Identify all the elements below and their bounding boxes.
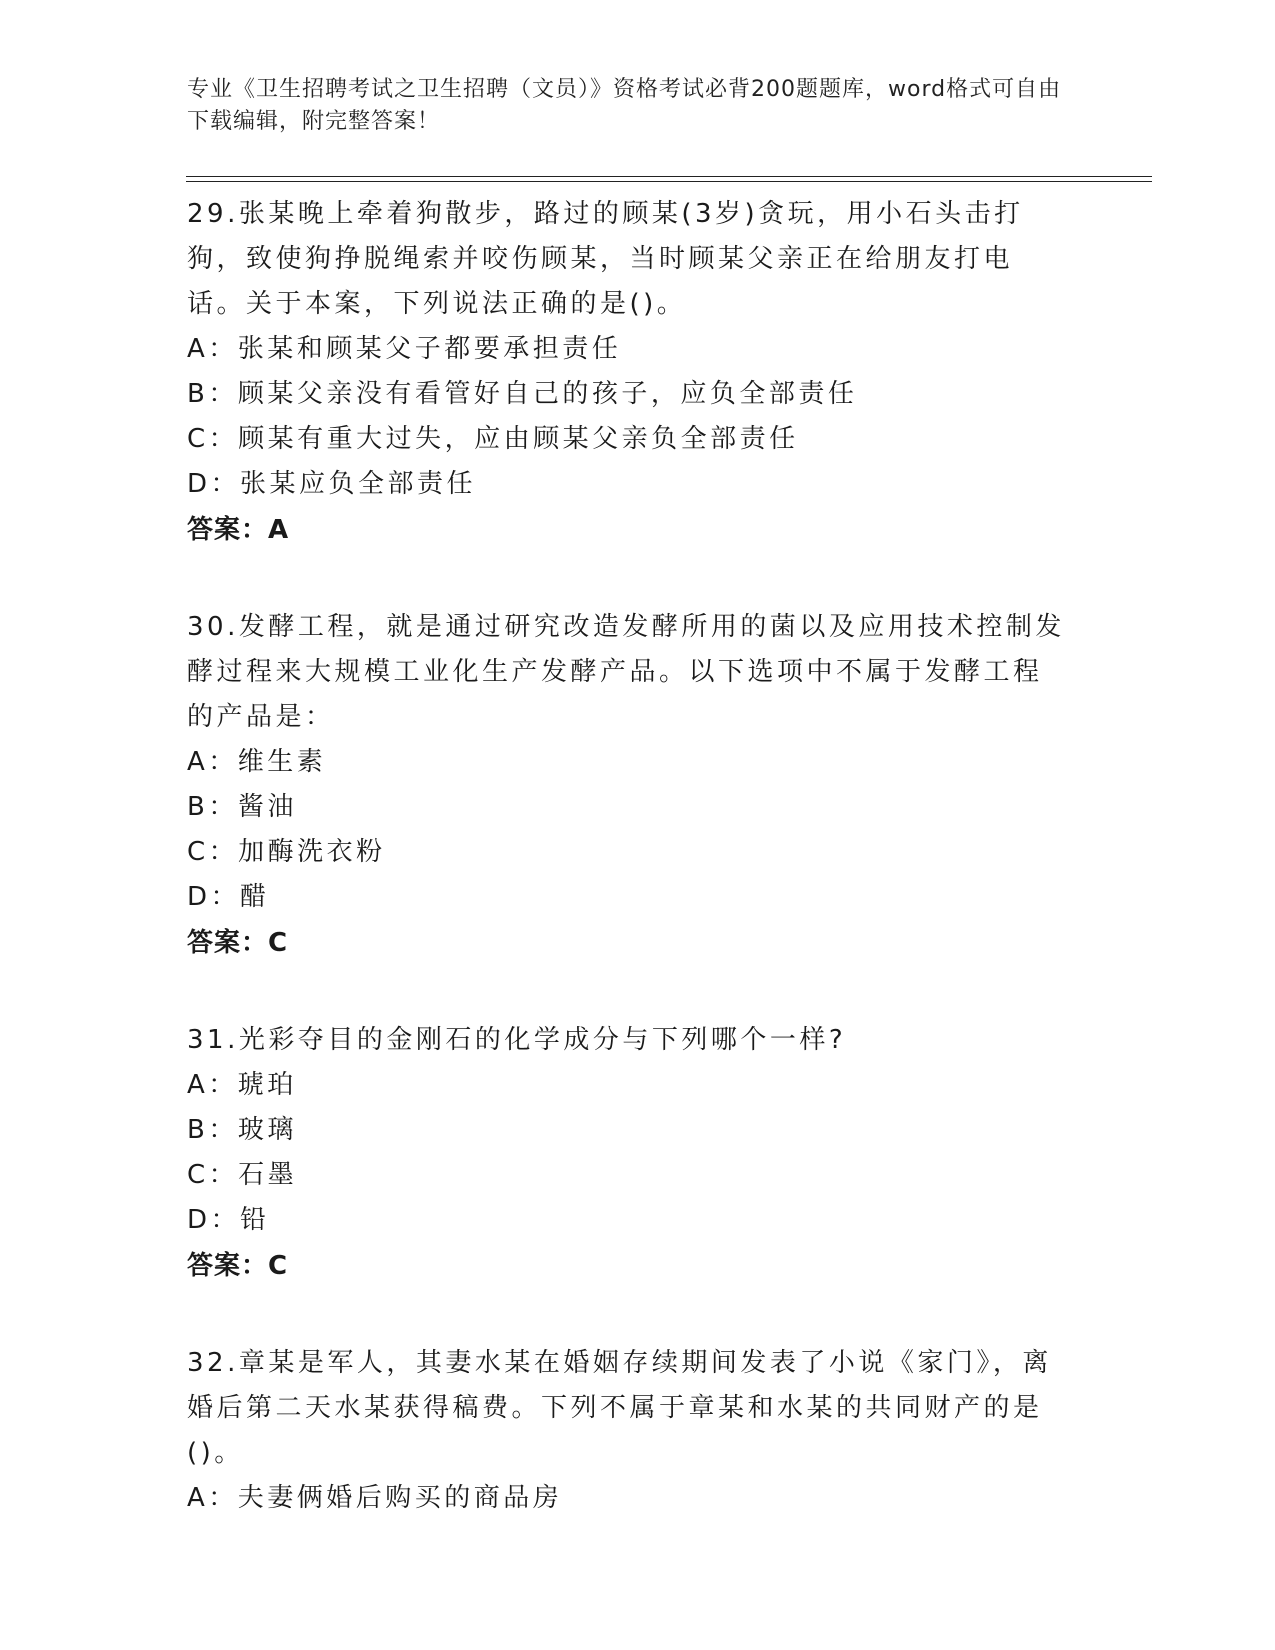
option-a: A：维生素: [187, 747, 327, 777]
option-a: A：夫妻俩婚后购买的商品房: [187, 1483, 563, 1513]
option-c: C：顾某有重大过失，应由顾某父亲负全部责任: [187, 424, 799, 454]
answer: 答案：C: [187, 1251, 289, 1281]
question-32: [187, 1341, 1067, 1521]
option-b: B：玻璃: [187, 1115, 297, 1145]
question-30: [187, 605, 1067, 966]
option-a: A：张某和顾某父子都要承担责任: [187, 334, 622, 364]
question-29: [187, 192, 1067, 553]
option-d: D：铅: [187, 1205, 270, 1235]
question-stem: 31.光彩夺目的金刚石的化学成分与下列哪个一样?: [187, 1025, 847, 1055]
option-a: A：琥珀: [187, 1070, 297, 1100]
question-31: [187, 1018, 1067, 1289]
option-d: D：张某应负全部责任: [187, 469, 477, 499]
option-b: B：酱油: [187, 792, 297, 822]
option-d: D：醋: [187, 882, 270, 912]
option-b: B：顾某父亲没有看管好自己的孩子，应负全部责任: [187, 379, 858, 409]
question-stem: 32.章某是军人，其妻水某在婚姻存续期间发表了小说《家门》，离婚后第二天水某获得稿费。下列不属于章某和水某的共同财产的是()。: [187, 1348, 1052, 1468]
header-divider-bottom: [186, 181, 1152, 182]
answer: 答案：C: [187, 928, 289, 958]
answer: 答案：A: [187, 515, 290, 545]
option-c: C：石墨: [187, 1160, 298, 1190]
question-stem: 30.发酵工程，就是通过研究改造发酵所用的菌以及应用技术控制发酵过程来大规模工业化生产发酵产品。以下选项中不属于发酵工程的产品是：: [187, 612, 1065, 732]
header-divider-top: [186, 176, 1152, 177]
option-c: C：加酶洗衣粉: [187, 837, 386, 867]
document-header: 专业《卫生招聘考试之卫生招聘（文员）》资格考试必背200题题库，word格式可自由下载编辑，附完整答案！: [187, 77, 1062, 134]
question-stem: 29.张某晚上牵着狗散步，路过的顾某(3岁)贪玩，用小石头击打狗，致使狗挣脱绳索并咬伤顾某，当时顾某父亲正在给朋友打电话。关于本案，下列说法正确的是()。: [187, 199, 1024, 319]
question-list: [187, 192, 1067, 1573]
